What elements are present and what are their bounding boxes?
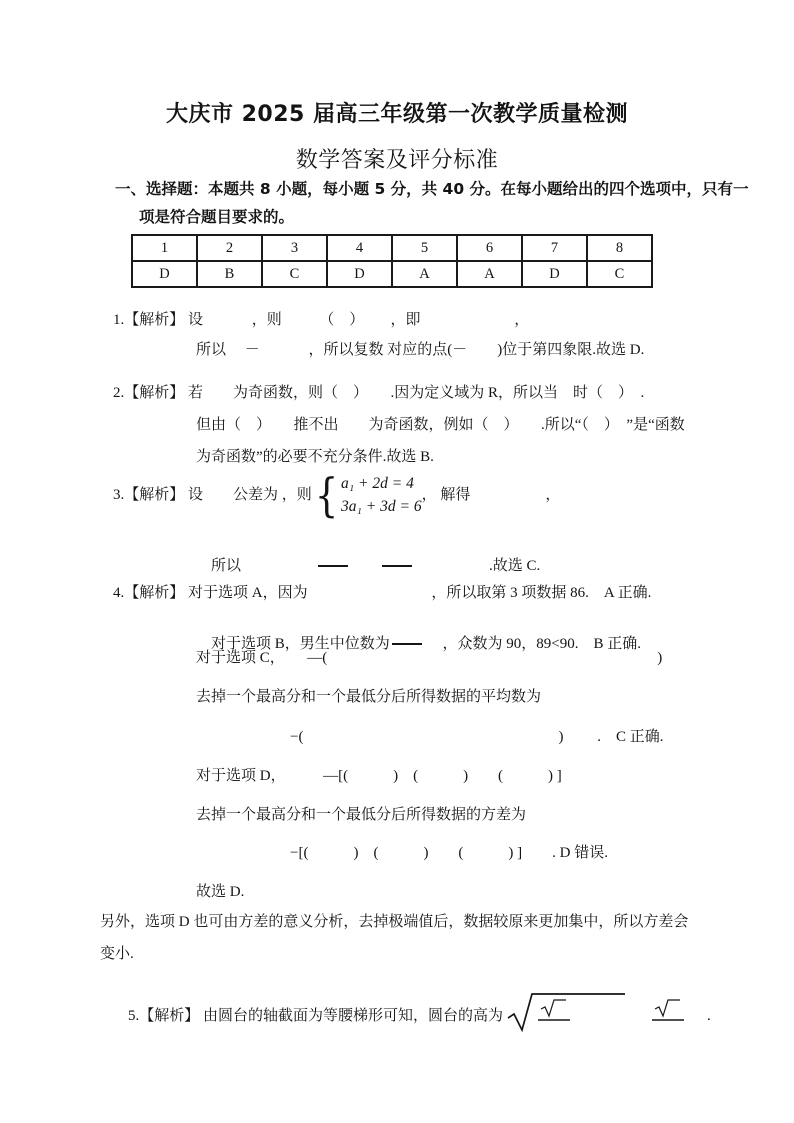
- equation-2: 3a₁ + 3d = 6: [341, 498, 422, 516]
- page-subtitle: 数学答案及评分标准: [295, 148, 499, 173]
- solution-4-variance-formula: −[( ) ( ) ( ) ] . D 错误.: [290, 845, 609, 861]
- answer-table-header-row: [132, 235, 652, 261]
- fraction-bar: [382, 565, 412, 567]
- solution-1-line-1: 1.【解析】 设 ，则 （ ） ，即 ，: [113, 312, 530, 328]
- solution-4-option-d: 对于选项 D， —[( ) ( ) ( ) ]: [196, 768, 562, 784]
- system-brace: {: [314, 468, 339, 523]
- fraction-bar: [318, 565, 348, 567]
- answer-cell: D: [522, 261, 587, 287]
- solution-4-average-formula: −( ) . C 正确.: [290, 729, 664, 745]
- remark-line-2: 变小.: [100, 946, 134, 962]
- page-title: 大庆市 2025 届高三年级第一次教学质量检测: [165, 102, 629, 127]
- answer-cell: A: [392, 261, 457, 287]
- answer-cell: C: [587, 261, 652, 287]
- answer-cell: C: [262, 261, 327, 287]
- equation-system: [341, 474, 422, 517]
- solution-5-line-1: [113, 972, 711, 1054]
- solution-5-post-text: .: [707, 1007, 711, 1024]
- solution-4-option-a: 4.【解析】 对于选项 A，因为 ，所以取第 3 项数据 86. A 正确.: [113, 585, 652, 601]
- solution-4-conclusion: 故选 D.: [196, 884, 245, 900]
- question-number-cell: 8: [587, 235, 652, 261]
- solution-2-line-2: 但由（ ） 推不出 为奇函数，例如（ ） .所以“（ ） ”是“函数: [196, 417, 685, 433]
- solution-2-line-1: 2.【解析】 若 为奇函数，则（ ） .因为定义域为 R，所以当 时（ ） .: [113, 385, 645, 401]
- answer-cell: A: [457, 261, 522, 287]
- solution-3-line2-mid: [350, 558, 380, 574]
- solution-4-option-b-pre: 对于选项 B，男生中位数为: [211, 635, 390, 652]
- solution-1-line-2: 所以 － ，所以复数 对应的点(－ )位于第四象限.故选 D.: [196, 342, 645, 358]
- section-heading-line-2: 项是符合题目要求的。: [139, 208, 295, 226]
- solution-4-variance-caption: 去掉一个最高分和一个最低分后所得数据的方差为: [196, 807, 527, 823]
- solution-4-option-b-post: ，众数为 90，89<90. B 正确.: [423, 635, 641, 652]
- question-number-cell: 7: [522, 235, 587, 261]
- answer-cell: D: [327, 261, 392, 287]
- question-number-cell: 2: [197, 235, 262, 261]
- question-number-cell: 3: [262, 235, 327, 261]
- equation-1: a₁ + 2d = 4: [341, 475, 414, 492]
- answer-table: [131, 234, 653, 288]
- question-number-cell: 4: [327, 235, 392, 261]
- question-number-cell: 5: [392, 235, 457, 261]
- solution-3-line2-post: .故选 C.: [414, 557, 541, 574]
- solution-3-line-1: [113, 468, 561, 523]
- question-number-cell: 1: [132, 235, 197, 261]
- question-number-cell: 6: [457, 235, 522, 261]
- answer-table-answer-row: [132, 261, 652, 287]
- solution-4-option-c: 对于选项 C， —( ): [196, 650, 663, 666]
- section-heading-line-1: 一、选择题：本题共 8 小题，每小题 5 分，共 40 分。在每小题给出的四个选项中，只有一: [115, 180, 749, 198]
- answer-cell: D: [132, 261, 197, 287]
- solution-2-line-3: 为奇函数”的必要不充分条件.故选 B.: [196, 449, 434, 465]
- solution-3-pre-text: 3.【解析】 设 公差为 ，则: [113, 487, 312, 504]
- solution-4-average-caption: 去掉一个最高分和一个最低分后所得数据的平均数为: [196, 689, 542, 705]
- radical-sqrt-figure-icon: [505, 991, 705, 1035]
- fraction-bar: [392, 643, 422, 645]
- answer-cell: B: [197, 261, 262, 287]
- solution-3-line2-pre: 所以: [211, 557, 317, 574]
- remark-line-1: 另外，选项 D 也可由方差的意义分析，去掉极端值后，数据较原来更加集中，所以方差会: [100, 914, 689, 930]
- solution-3-tail-text: ，: [470, 487, 561, 504]
- solution-3-mid-text: ， 解得: [421, 487, 471, 504]
- solution-5-pre-text: 5.【解析】 由圆台的轴截面为等腰梯形可知，圆台的高为: [128, 1007, 504, 1024]
